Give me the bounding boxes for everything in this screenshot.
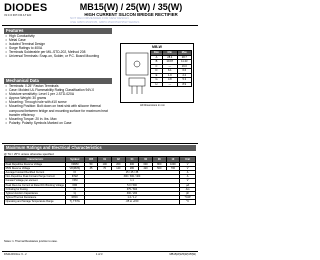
notes (4, 240, 58, 243)
dimensions-table (150, 50, 192, 87)
table-header-cell: Characteristic (5, 157, 66, 163)
table-cell: 560 (152, 166, 166, 170)
table-cell: 8.9 (177, 82, 191, 87)
table-cell: -65 to +150 (84, 200, 179, 204)
table-cell: 2.2 (177, 73, 191, 78)
table-cell: A (151, 55, 163, 60)
table-cell: 6.1 (162, 69, 177, 74)
table-cell: IRM (65, 183, 84, 187)
table-cell: E (151, 73, 163, 78)
footer-doc-number: DS21203 Rev. 6 - 2 (4, 253, 27, 256)
list-item: • Universal Terminals: Snap-on, Solder, or P.C. Board Mounting (5, 54, 115, 58)
table-cell: IFSM (65, 175, 84, 179)
table-row (151, 82, 192, 87)
table-row (151, 55, 192, 60)
features-list (5, 34, 115, 59)
table-cell: RMS Reverse Voltage (5, 166, 66, 170)
list-item: • Approx Weight: 30 grams (5, 96, 117, 100)
table-cell: Tj, TSTG (65, 200, 84, 204)
table-cell: 400 (125, 162, 139, 166)
table-cell: 300 / 200 (84, 191, 179, 195)
table-cell: VR(RMS) (65, 166, 84, 170)
page-subtitle: HIGH CURRENT SILICON BRIDGE RECTIFIER (84, 12, 178, 17)
table-cell: 280 (125, 166, 139, 170)
table-cell: 50 (84, 162, 98, 166)
table-cell: 200 (112, 162, 126, 166)
list-item: • Metal Case (5, 38, 115, 42)
ratings-table (4, 156, 196, 205)
table-cell: 1000 (166, 162, 180, 166)
list-item: • Moisture sensitivity: Level 1 per J-STD-020A (5, 92, 117, 96)
page-title: MB15(W) / 25(W) / 35(W) (79, 2, 183, 12)
table-cell: Peak Repetitive Reverse Voltage (5, 162, 66, 166)
table-cell: 600 (139, 162, 153, 166)
list-item: • Polarity: Polarity Symbols Marked on Case (5, 121, 117, 125)
table-cell: µA (180, 183, 196, 187)
table-cell: Cj (65, 191, 84, 195)
table-cell: 100 (98, 162, 112, 166)
table-cell: Forward Voltage per element (5, 179, 66, 183)
table-cell: 28.7 (177, 55, 191, 60)
table-header-cell: Min (162, 51, 177, 56)
table-header-cell: 01 (98, 157, 112, 163)
table-cell: Typical Thermal Resistance (5, 196, 66, 200)
list-item: • Terminals Solderable per MIL-STD-202, Method 208 (5, 50, 115, 54)
table-cell: 6.6 (177, 69, 191, 74)
table-header-cell: Max (177, 51, 191, 56)
table-cell: C (151, 64, 163, 69)
table-cell: 1.9 (162, 73, 177, 78)
table-cell: Typical Junction Capacitance (5, 191, 66, 195)
table-header-cell: Dim (151, 51, 163, 56)
package-label: MB-W (152, 45, 162, 49)
table-cell: IO (65, 170, 84, 174)
logo-text: DIODES (4, 2, 48, 14)
list-item: • Mounting Position: Bolt down on heat sink with silicone thermal compound between bridge and mounting surface for maximum heat transfer efficiency (5, 104, 117, 116)
table-cell: 11.23 (177, 60, 191, 65)
table-header-row (151, 51, 192, 56)
table-cell: I²t Rating for Fusing (5, 187, 66, 191)
header-divider (2, 25, 198, 26)
table-row (151, 64, 192, 69)
table-header-cell: 02 (112, 157, 126, 163)
table-cell: 70 (98, 166, 112, 170)
watermark-line: USE GBPC15/25/35, GBPC15W/25W/35W SERIES (70, 19, 140, 24)
table-header-cell: 10 (166, 157, 180, 163)
table-header-cell: Symbol (65, 157, 84, 163)
table-row (151, 69, 192, 74)
table-cell: G (151, 78, 163, 83)
footer-part-number: MB15(W)/25(W)/35(W) (169, 253, 196, 256)
table-cell: 15 / 25 / 35 (84, 170, 179, 174)
table-cell: 1.4 / 1.2 (84, 196, 179, 200)
logo-subtext: INCORPORATED (4, 14, 32, 17)
mechanical-list (5, 84, 117, 125)
table-cell: VFM (65, 179, 84, 183)
table-cell: 420 (139, 166, 153, 170)
table-row (151, 73, 192, 78)
watermark-line: NOT RECOMMENDED FOR NEW DESIGN (70, 17, 129, 20)
footer-divider (2, 251, 198, 252)
list-item: • Case: Molded UL Flammability Rating Classification 94V-0 (5, 88, 117, 92)
table-cell: A (180, 170, 196, 174)
table-header-cell: 06 (139, 157, 153, 163)
table-cell: VRRM (65, 162, 84, 166)
table-cell: 1.1 (84, 179, 179, 183)
table-header-cell: 04 (125, 157, 139, 163)
list-item: • Mounting Torque: 20 in. lbs. Max (5, 117, 117, 121)
list-item: • Terminals: 0.25" Faston Terminals (5, 84, 117, 88)
ratings-heading: Maximum Ratings and Electrical Characteristics (4, 145, 196, 151)
table-cell: 700 (166, 166, 180, 170)
package-outline-icon (123, 50, 153, 100)
table-header-cell: 005 (84, 157, 98, 163)
table-cell: V (180, 162, 196, 166)
ratings-note: @ TA = 25°C unless otherwise specified (4, 152, 54, 156)
table-header-cell: 08 (152, 157, 166, 163)
table-cell: °C/W (180, 196, 196, 200)
table-cell: 800 (152, 162, 166, 166)
note-line: Notes: 1. Thermal Resistance junction to case. (4, 240, 58, 243)
table-cell: V (180, 166, 196, 170)
table-cell: Non-Repetitive Peak Forward Surge Current (5, 175, 66, 179)
table-cell: — (162, 64, 177, 69)
table-header-cell: Unit (180, 157, 196, 163)
table-cell: pF (180, 191, 196, 195)
table-cell: 375 / 664 (84, 187, 179, 191)
table-cell: A (180, 175, 196, 179)
table-cell: 16.0 (177, 64, 191, 69)
table-cell: I²t (65, 187, 84, 191)
features-heading: Features (4, 28, 112, 34)
table-cell: 5.0 / 500 (84, 183, 179, 187)
table-cell: Average Forward Rectified Current (5, 170, 66, 174)
dimensions-note: All Dimensions in mm (140, 104, 165, 107)
table-cell: 28.4 (162, 55, 177, 60)
table-cell: H (151, 82, 163, 87)
table-row (151, 60, 192, 65)
table-cell: D (151, 69, 163, 74)
table-cell: Operating and Storage Temperature Range (5, 200, 66, 204)
table-cell: 35 (84, 166, 98, 170)
footer-page-number: 1 of 3 (96, 253, 103, 256)
list-item: • Isolated Terminal Design (5, 42, 115, 46)
table-cell: 140 (112, 166, 126, 170)
table-row (5, 200, 196, 204)
mechanical-heading: Mechanical Data (4, 78, 112, 84)
list-item: • Mounting: Through hole with #10 screw (5, 100, 117, 104)
table-cell: 300 / 300 / 400 (84, 175, 179, 179)
table-cell: Peak Reverse Current at Rated DC Blocking Voltage (5, 183, 64, 187)
table-row (151, 78, 192, 83)
section-divider (2, 143, 198, 144)
table-cell: — (162, 82, 177, 87)
table-cell: A²s (180, 187, 196, 191)
list-item: • Surge Ratings to 400A (5, 46, 115, 50)
table-cell: 5.3 (177, 78, 191, 83)
table-cell: RθJC (65, 196, 84, 200)
obsolete-watermark (70, 17, 195, 24)
diodes-logo (4, 2, 48, 17)
table-cell: °C (180, 200, 196, 204)
table-cell: B (151, 60, 163, 65)
table-cell: V (180, 179, 196, 183)
list-item: • High Conductivity (5, 34, 115, 38)
table-cell: 4.8 (162, 78, 177, 83)
table-cell: 10.97 (162, 60, 177, 65)
